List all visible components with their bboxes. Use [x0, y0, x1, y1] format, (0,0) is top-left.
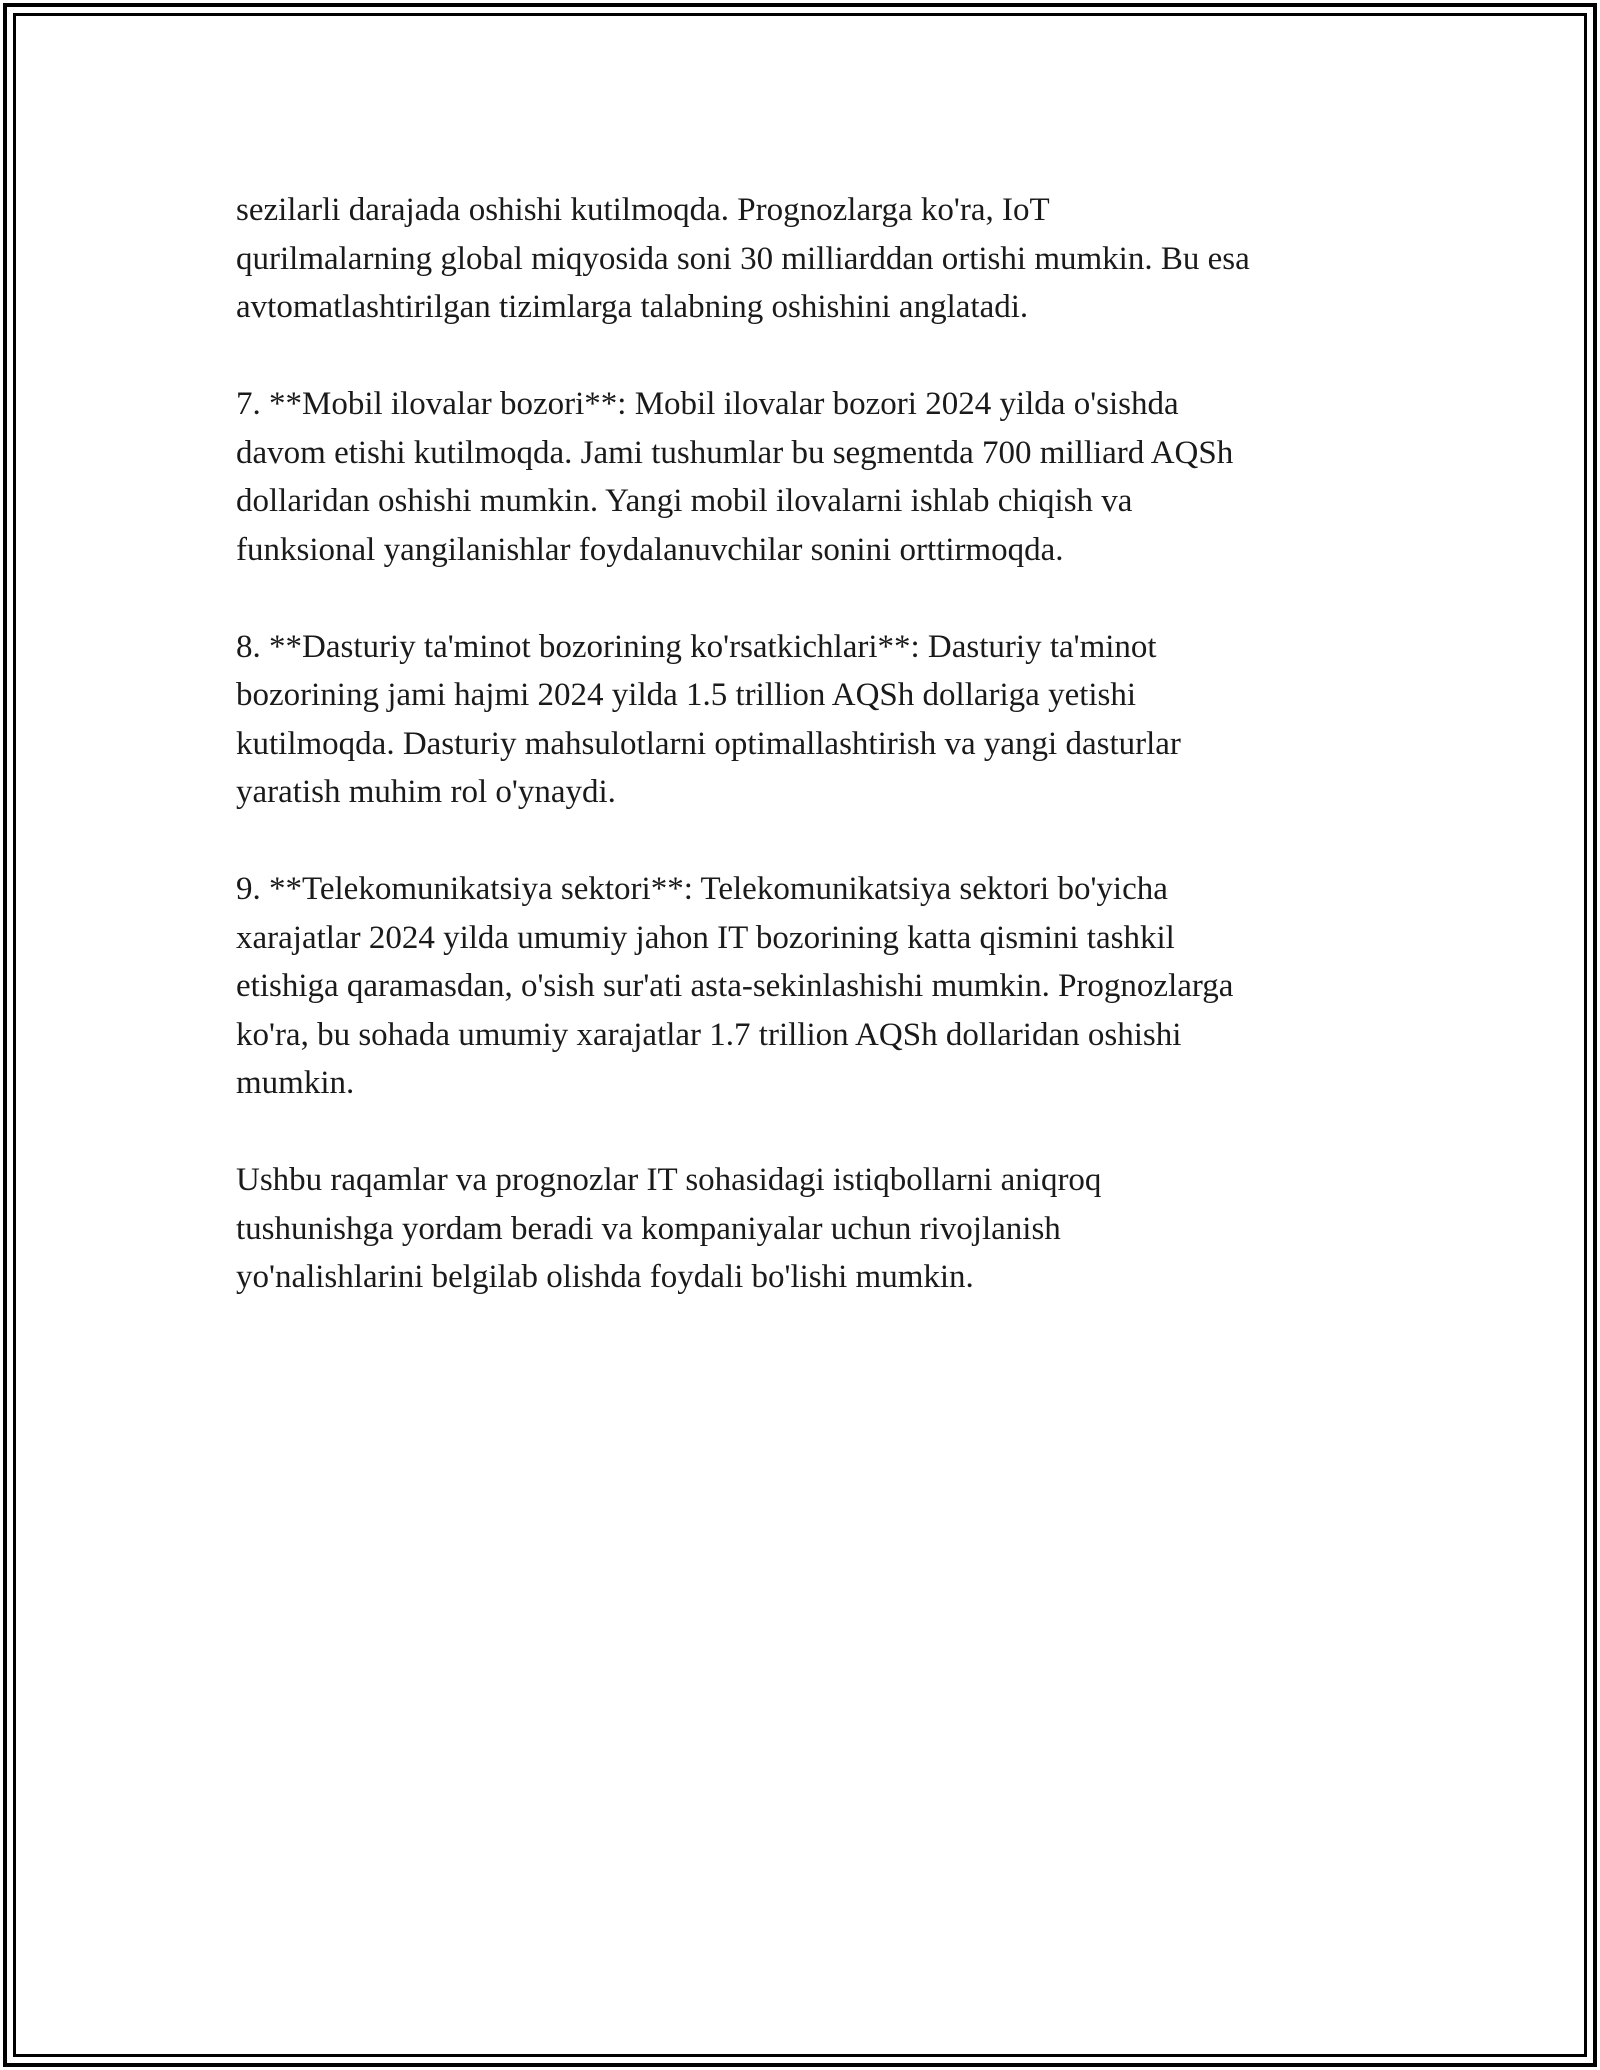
paragraph-iot-continuation: sezilarli darajada oshishi kutilmoqda. Prognozlarga ko'ra, IoT qurilmalarning global miqyosida soni 30 milliarddan ortishi mumkin. Bu esa avtomatlashtirilgan tizimlarga talabning oshishini anglatadi. [236, 192, 1250, 325]
paragraph-conclusion: Ushbu raqamlar va prognozlar IT sohasidagi istiqbollarni aniqroq tushunishga yordam beradi va kompaniyalar uchun rivojlanish yo'nalishlarini belgilab olishda foydali bo'lishi mumkin. [236, 1162, 1102, 1295]
paragraph-software-market: 8. **Dasturiy ta'minot bozorining ko'rsatkichlari**: Dasturiy ta'minot bozorining jami hajmi 2024 yilda 1.5 trillion AQSh dollariga yetishi kutilmoqda. Dasturiy mahsulotlarni optimallashtirish va yangi dasturlar yaratish muhim rol o'ynaydi. [236, 628, 1181, 810]
paragraph-mobile-apps-market: 7. **Mobil ilovalar bozori**: Mobil ilovalar bozori 2024 yilda o'sishda davom etishi kutilmoqda. Jami tushumlar bu segmentda 700 milliard AQSh dollaridan oshishi mumkin. Yangi mobil ilovalarni ishlab chiqish va funksional yangilanishlar foydalanuvchilar sonini orttirmoqda. [236, 386, 1234, 568]
paragraph-telecom-sector: 9. **Telekomunikatsiya sektori**: Telekomunikatsiya sektori bo'yicha xarajatlar 2024 yilda umumiy jahon IT bozorining katta qismini tashkil etishiga qaramasdan, o'sish sur'ati asta-sekinlashishi mumkin. Prognozlarga ko'ra, bu sohada umumiy xarajatlar 1.7 trillion AQSh dollaridan oshishi mumkin. [236, 871, 1234, 1101]
document-body [236, 186, 1376, 1350]
